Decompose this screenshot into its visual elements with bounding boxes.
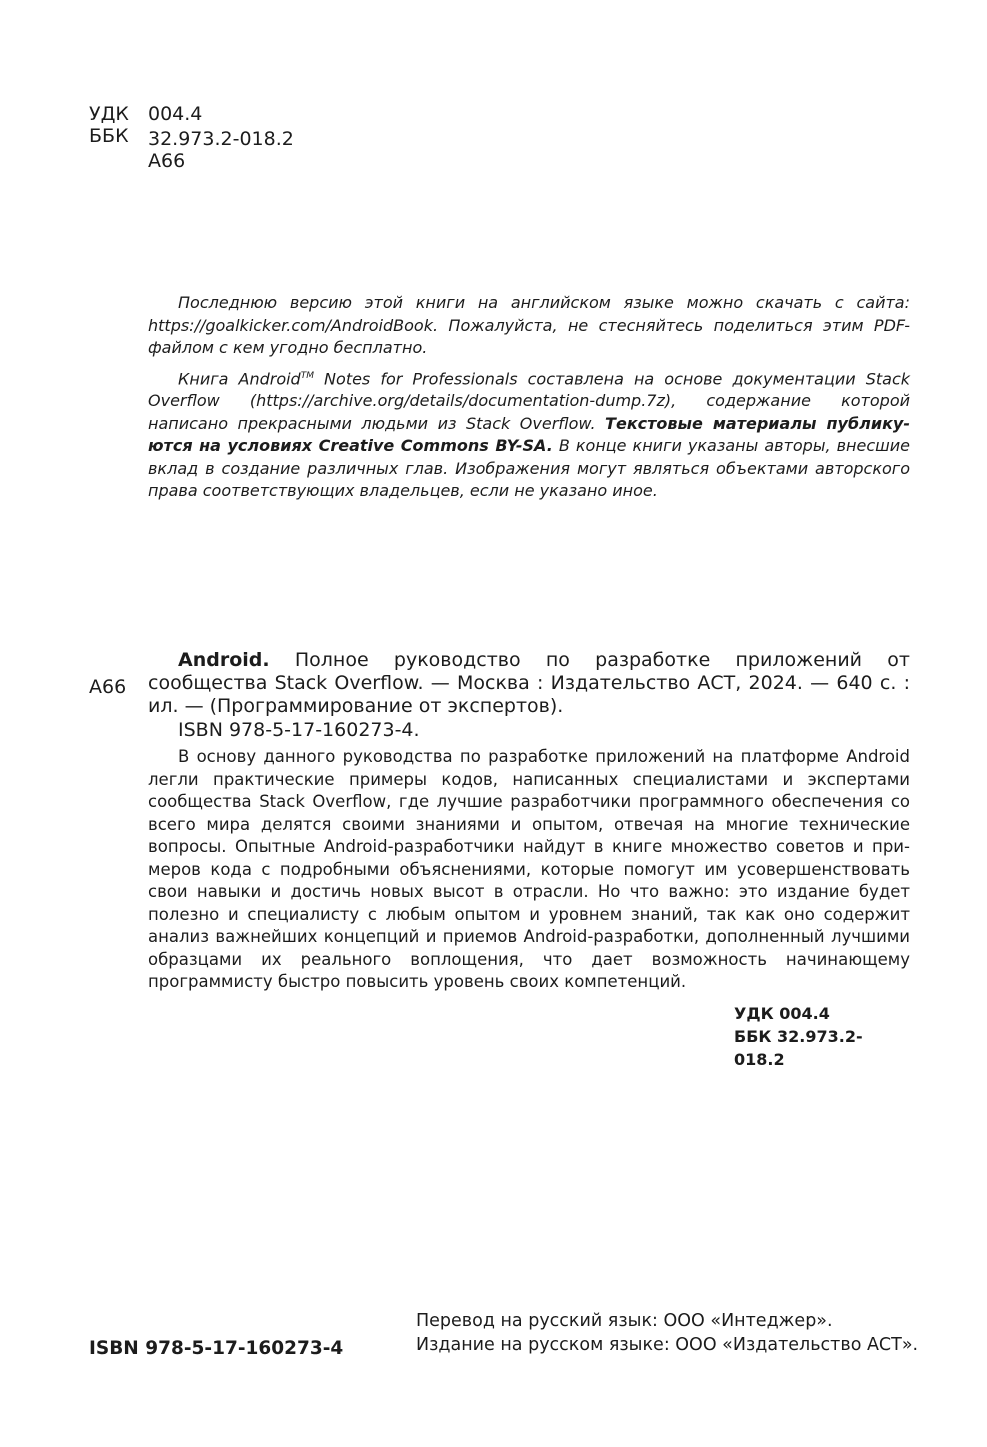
notice-license-bold: Текстовые материалы публикуются на условиях Creative Commons BY-SA. — [148, 413, 910, 456]
udk-value: 004.4 — [148, 103, 203, 125]
class-values — [148, 103, 294, 172]
notice-license-end: В конце книги указаны авторы, внесшие вклад в создание различных глав. Изображения могут являться объектами авторского права соответствующих владельцев, если не указано иное. — [148, 436, 910, 501]
classification-block — [89, 103, 294, 172]
translation-credit: Перевод на русский язык: ООО «Интеджер». — [416, 1311, 833, 1331]
card-title-rest: Полное руководство по разработке приложений от сообщества Stack Overflow. — Москва : Издательство АСТ, 2024. — 640 с. : ил. — (Программирование от экспертов). — [148, 649, 910, 717]
card-author-sign: А66 — [89, 676, 127, 698]
card-title — [148, 649, 910, 718]
card-title-bold: Android. — [178, 649, 270, 671]
footer-isbn: ISBN 978-5-17-160273-4 — [89, 1338, 344, 1359]
trademark-mark: TM — [300, 370, 314, 381]
card-bbk: ББК 32.973.2-018.2 — [734, 1026, 863, 1069]
author-sign: А66 — [148, 150, 186, 172]
card-abstract: В основу данного руководства по разработке приложений на платформе Android легли практические примеры кодов, написанных специалистами и экспертами сообщества Stack Overflow, где лучшие разработчики программного обеспечения со всего мира делятся своими знаниями и опытом, отвечая на многие технические вопросы. Опытные Android-разработчики найдут в книге множество советов и примеров кода с подробными объяснениями, которые помогут им усовершенствовать свои навыки и достичь новых высот в отрасли. Но что важно: это издание будет полезно и специалисту с любым опытом и уровнем знаний, так как оно содержит анализ важнейших концепций и приемов Android-разработки, дополненный лучшими образцами их реального воплощения, что дает возможность начинающему программисту быстро повысить уровень своих компетенций. — [148, 747, 910, 991]
catalog-card — [148, 649, 910, 1071]
udk-label: УДК — [89, 103, 129, 125]
notice-license-middle: Notes for Professionals составлена на основе документации Stack Overflow (https://archive.org/details/documentation-dump.7z), содержание которой написано прекрасными людьми из Stack Overflow. — [148, 368, 910, 433]
edition-credit: Издание на русском языке: ООО «Издательство АСТ». — [416, 1334, 919, 1355]
card-isbn: ISBN 978-5-17-160273-4. — [178, 719, 420, 741]
class-labels — [89, 103, 148, 172]
card-udk: УДК 004.4 — [734, 1003, 830, 1023]
notice-download: Последнюю версию этой книги на английском языке можно скачать с сайта: https://goalkicker.com/AndroidBook. Пожалуйста, не стесняйтесь поделиться этим PDF-файлом с кем угодно бесплатно. — [148, 293, 910, 357]
bbk-value: 32.973.2-018.2 — [148, 128, 294, 150]
license-notice — [148, 292, 910, 503]
footer-credits — [416, 1310, 918, 1357]
notice-license — [148, 365, 910, 503]
card-codes — [148, 1002, 910, 1071]
notice-license-start: Книга Android — [178, 368, 301, 388]
bbk-label: ББК — [89, 125, 129, 147]
